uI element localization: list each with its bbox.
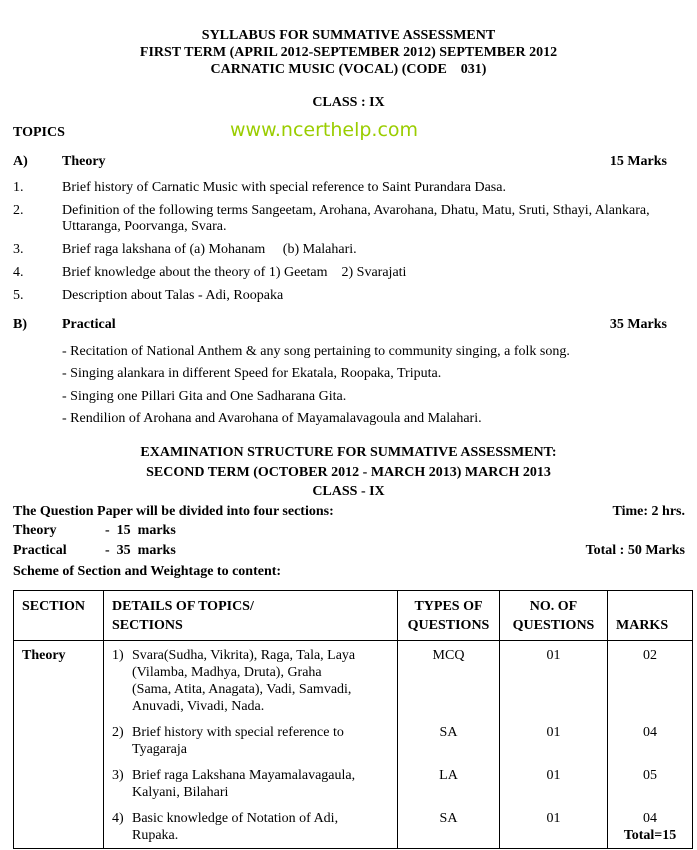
title-line-1: SYLLABUS FOR SUMMATIVE ASSESSMENT [201, 28, 496, 43]
practical-label: Practical [13, 543, 67, 558]
theory-item: Definition of the following terms Sangeetam, Arohana, Avarohana, Dhatu, Matu, Sruti, Sthayi, Alankara, [62, 203, 650, 218]
practical-letter: B) [13, 317, 27, 332]
marks-cell: 05 [608, 761, 693, 804]
table-row [14, 804, 693, 849]
section-cell: Theory [14, 641, 104, 718]
title-line-3: CARNATIC MUSIC (VOCAL) (CODE 031) [210, 62, 487, 77]
count-cell: 01 [500, 641, 608, 718]
topics-label: TOPICS [13, 125, 65, 140]
header-section: SECTION [14, 591, 104, 641]
item-number: 1. [13, 180, 24, 195]
theory-weight: - 15 marks [105, 523, 176, 538]
theory-item: Brief knowledge about the theory of 1) Geetam 2) Svarajati [62, 265, 407, 280]
item-number: 5. [13, 288, 24, 303]
details-cell: 4) Basic knowledge of Notation of Adi, Rupaka. [104, 804, 398, 849]
marks-cell: 04 Total=15 [608, 804, 693, 849]
theory-label: Theory [13, 523, 57, 538]
exam-class: CLASS - IX [312, 484, 385, 499]
type-cell: SA [398, 718, 500, 761]
type-cell: SA [398, 804, 500, 849]
item-number: 2. [13, 203, 24, 218]
weightage-table [13, 590, 693, 849]
table-row [14, 718, 693, 761]
theory-item: Brief raga lakshana of (a) Mohanam (b) Malahari. [62, 242, 357, 257]
type-cell: MCQ [398, 641, 500, 718]
details-cell: 1) Svara(Sudha, Vikrita), Raga, Tala, Laya (Vilamba, Madhya, Druta), Graha (Sama, Atita, Anagata), Vadi, Samvadi, Anuvadi, Vivadi, Nada. [104, 641, 398, 718]
count-cell: 01 [500, 761, 608, 804]
count-cell: 01 [500, 718, 608, 761]
table-header-row [14, 591, 693, 641]
title-line-2: FIRST TERM (APRIL 2012-SEPTEMBER 2012) SEPTEMBER 2012 [139, 45, 558, 60]
theory-letter: A) [13, 154, 28, 169]
practical-item: - Rendilion of Arohana and Avarohana of Mayamalavagoula and Malahari. [62, 411, 482, 426]
header-types: TYPES OF QUESTIONS [398, 591, 500, 641]
details-cell: 3) Brief raga Lakshana Mayamalavagaula, Kalyani, Bilahari [104, 761, 398, 804]
count-cell: 01 [500, 804, 608, 849]
practical-weight: - 35 marks [105, 543, 176, 558]
header-count: NO. OF QUESTIONS [500, 591, 608, 641]
practical-item: - Singing alankara in different Speed for Ekatala, Roopaka, Triputa. [62, 366, 442, 381]
exam-title-1: EXAMINATION STRUCTURE FOR SUMMATIVE ASSESSMENT: [140, 445, 557, 460]
item-number: 4. [13, 265, 24, 280]
header-marks: MARKS [608, 591, 693, 641]
theory-marks: 15 Marks [609, 154, 667, 169]
exam-title-2: SECOND TERM (OCTOBER 2012 - MARCH 2013) MARCH 2013 [146, 465, 551, 480]
theory-item: Description about Talas - Adi, Roopaka [62, 288, 284, 303]
header-details: DETAILS OF TOPICS/ SECTIONS [104, 591, 398, 641]
marks-cell: 02 [608, 641, 693, 718]
theory-item: Brief history of Carnatic Music with special reference to Saint Purandara Dasa. [62, 180, 506, 195]
table-row [14, 641, 693, 718]
theory-title: Theory [62, 154, 106, 169]
details-cell: 2) Brief history with special reference to Tyagaraja [104, 718, 398, 761]
item-number: 3. [13, 242, 24, 257]
total-theory: Total=15 [623, 827, 677, 843]
practical-marks: 35 Marks [609, 317, 667, 332]
divided-text: The Question Paper will be divided into four sections: [13, 504, 334, 519]
practical-title: Practical [62, 317, 116, 332]
class-heading: CLASS : IX [312, 95, 385, 110]
type-cell: LA [398, 761, 500, 804]
theory-item-continued: Uttaranga, Poorvanga, Svara. [62, 219, 227, 234]
time: Time: 2 hrs. [612, 504, 685, 519]
table-row [14, 761, 693, 804]
watermark: www.ncerthelp.com [230, 119, 419, 141]
practical-item: - Recitation of National Anthem & any song pertaining to community singing, a folk song. [62, 344, 570, 359]
total-marks: Total : 50 Marks [585, 543, 685, 558]
practical-item: - Singing one Pillari Gita and One Sadharana Gita. [62, 389, 347, 404]
marks-cell: 04 [608, 718, 693, 761]
scheme-text: Scheme of Section and Weightage to content: [13, 564, 282, 579]
